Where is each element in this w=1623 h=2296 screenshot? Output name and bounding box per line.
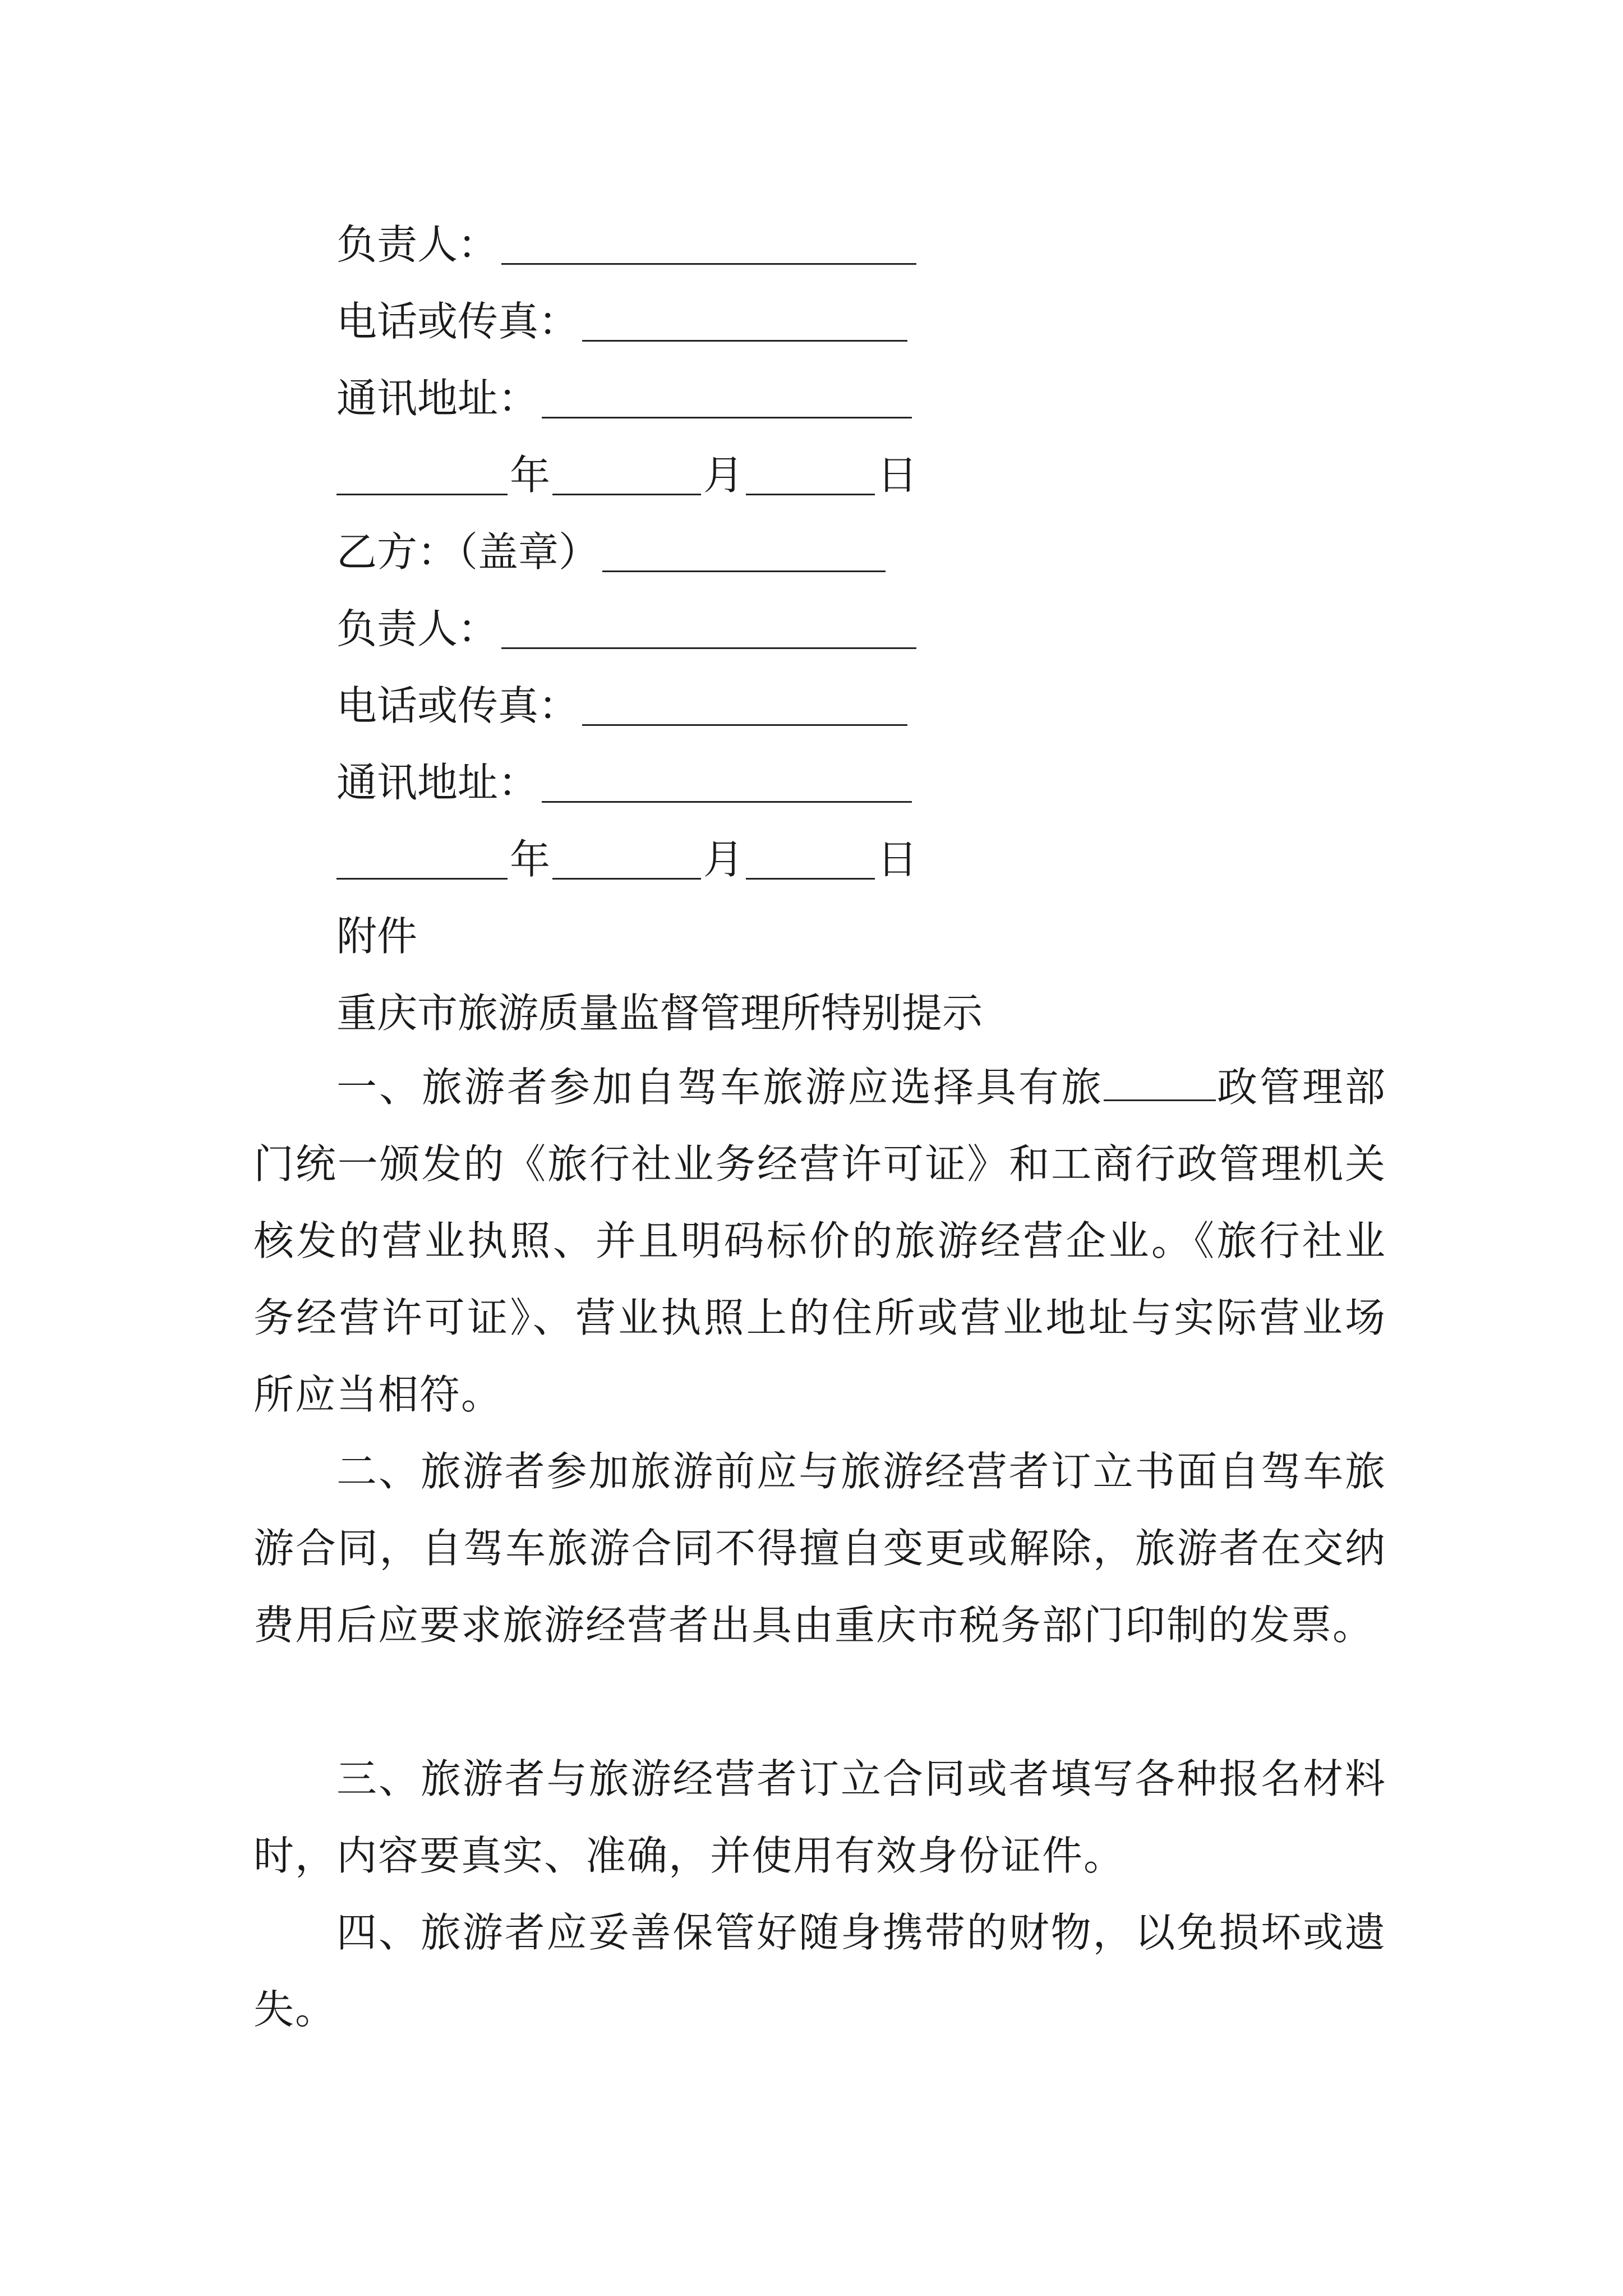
party-a-phone-blank[interactable] (582, 306, 907, 342)
tip-paragraph-4 (253, 1894, 1386, 2048)
party-b-address-line (336, 759, 912, 806)
party-a-address-line (336, 375, 912, 422)
tip-paragraph-1 (253, 1049, 1386, 1433)
party-a-day-blank[interactable] (746, 460, 875, 495)
party-b-title-label: 乙方：（盖章） (336, 528, 600, 576)
attachment-heading-line (336, 990, 983, 1037)
party-a-address-blank[interactable] (542, 383, 912, 418)
tip-2-text: 二、旅游者参加旅游前应与旅游经营者订立书面自驾车旅游合同，自驾车旅游合同不得擅自变更或解除，旅游者在交纳费用后应要求旅游经营者出具由重庆市税务部门印制的发票。 (253, 1448, 1386, 1649)
party-a-year-blank[interactable] (336, 460, 508, 495)
party-b-responsible-blank[interactable] (501, 614, 916, 649)
party-a-month-label: 月 (703, 452, 744, 499)
party-b-phone-line (336, 682, 907, 729)
tip-3-text: 三、旅游者与旅游经营者订立合同或者填写各种报名材料时，内容要真实、准确，并使用有效身份证件。 (253, 1755, 1386, 1879)
party-b-seal-blank[interactable] (602, 537, 886, 572)
tip-paragraph-2 (253, 1433, 1386, 1664)
party-b-responsible-label: 负责人： (336, 605, 499, 652)
party-b-address-blank[interactable] (542, 767, 912, 803)
attachment-label-line (336, 913, 418, 960)
party-b-day-blank[interactable] (746, 844, 875, 880)
party-b-address-label: 通讯地址： (336, 759, 539, 806)
party-a-month-blank[interactable] (552, 460, 701, 495)
party-b-month-blank[interactable] (552, 844, 701, 880)
party-a-date-line (336, 452, 920, 499)
party-a-responsible-label: 负责人： (336, 221, 499, 268)
party-b-responsible-line (336, 605, 916, 652)
party-b-day-label: 日 (877, 836, 918, 883)
party-a-phone-line (336, 298, 907, 345)
tip-1-inline-blank[interactable] (1104, 1068, 1216, 1101)
party-a-phone-label: 电话或传真： (336, 298, 579, 345)
party-a-day-label: 日 (877, 452, 918, 499)
party-a-year-label: 年 (510, 452, 551, 499)
tip-paragraph-3 (253, 1741, 1386, 1894)
tip-1-before-blank: 一、旅游者参加自驾车旅游应选择具有旅 (336, 1064, 1104, 1111)
party-b-date-line (336, 836, 920, 883)
tip-1-after-blank: 政管理部门统一颁发的《旅行社业务经营许可证》和工商行政管理机关核发的营业执照、并且明码标价的旅游经营企业。《旅行社业务经营许可证》、营业执照上的住所或营业地址与实际营业场所应当相符。 (253, 1064, 1386, 1418)
tip-4-text: 四、旅游者应妥善保管好随身携带的财物，以免损坏或遗失。 (253, 1909, 1386, 2033)
party-b-year-label: 年 (510, 836, 551, 883)
party-a-address-label: 通讯地址： (336, 375, 539, 422)
party-b-phone-label: 电话或传真： (336, 682, 579, 729)
party-b-month-label: 月 (703, 836, 744, 883)
party-b-phone-blank[interactable] (582, 691, 907, 726)
party-a-responsible-blank[interactable] (501, 229, 916, 265)
attachment-label: 附件 (336, 913, 418, 960)
party-b-title-line (336, 528, 886, 576)
attachment-heading: 重庆市旅游质量监督管理所特别提示 (336, 990, 983, 1037)
party-b-year-blank[interactable] (336, 844, 508, 880)
party-a-responsible-line (336, 221, 916, 268)
